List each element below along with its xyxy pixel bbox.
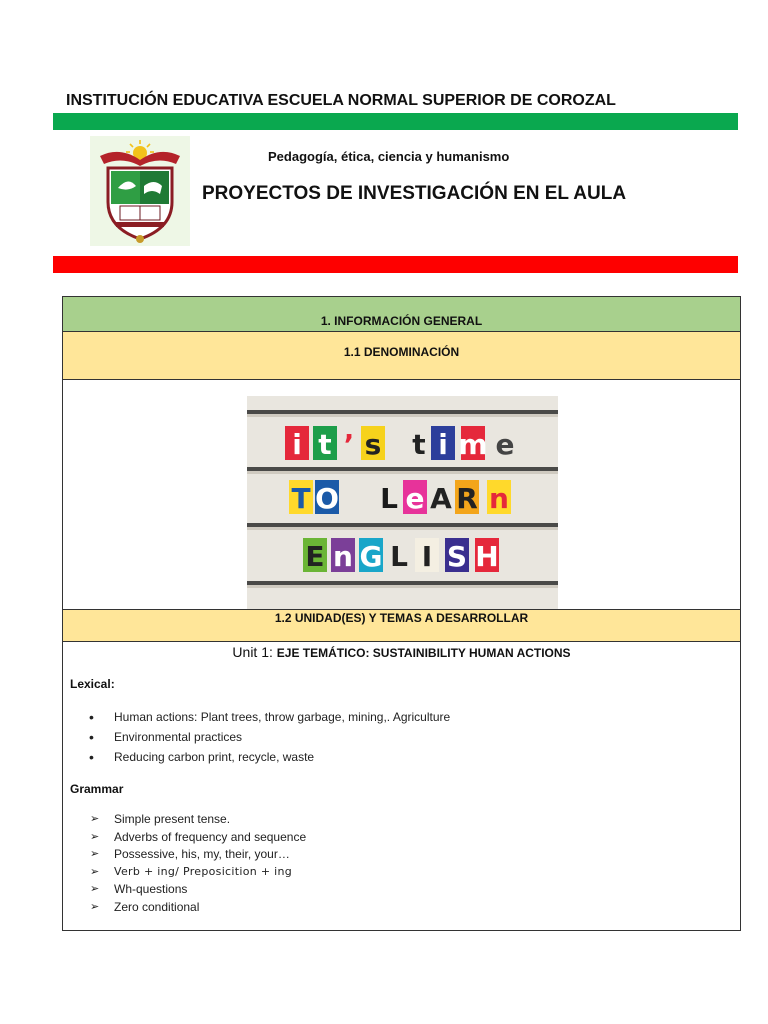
letter-tile <box>315 480 339 515</box>
svg-text:O: O <box>315 482 339 515</box>
unit-topic: EJE TEMÁTICO: SUSTAINIBILITY HUMAN ACTIONS <box>276 646 571 660</box>
list-item: ➢ Zero conditional <box>63 899 306 917</box>
letter-tile <box>487 480 511 515</box>
svg-text:G: G <box>359 540 383 573</box>
letter-tile <box>377 480 401 515</box>
letter-tile <box>337 426 361 461</box>
document-title: PROYECTOS DE INVESTIGACIÓN EN EL AULA <box>202 183 627 204</box>
grammar-list <box>63 811 306 916</box>
letter-tile <box>303 538 327 573</box>
letter-tile <box>431 426 455 461</box>
svg-text:m: m <box>458 428 488 461</box>
letter-tile <box>289 480 313 515</box>
section-denomination: 1.1 DENOMINACIÓN <box>63 332 740 380</box>
section-general-info: 1. INFORMACIÓN GENERAL <box>63 297 740 332</box>
letter-tile <box>415 538 439 573</box>
letter-tile <box>285 426 309 461</box>
svg-text:S: S <box>446 540 468 573</box>
svg-text:L: L <box>380 482 398 515</box>
svg-text:i: i <box>292 428 302 461</box>
svg-text:T: T <box>291 482 311 515</box>
grammar-heading: Grammar <box>70 782 124 796</box>
lexical-heading: Lexical: <box>70 677 115 691</box>
svg-text:A: A <box>430 482 452 515</box>
svg-text:e: e <box>495 428 515 461</box>
list-item: ➢ Possessive, his, my, their, your… <box>63 846 306 864</box>
svg-text:E: E <box>305 540 325 573</box>
svg-text:t: t <box>318 428 332 461</box>
letter-tile <box>387 538 411 573</box>
unit-title <box>63 644 740 660</box>
its-time-to-learn-english-image <box>247 396 558 609</box>
section-units-topics: 1.2 UNIDAD(ES) Y TEMAS A DESARROLLAR <box>63 609 740 642</box>
letter-tile <box>313 426 337 461</box>
svg-text:e: e <box>405 482 425 515</box>
list-item: ➢ Verb + ing/ Preposicition + ing <box>63 864 306 882</box>
svg-text:’: ’ <box>343 428 355 461</box>
letter-tile <box>429 480 453 515</box>
svg-text:n: n <box>333 540 353 573</box>
list-item: • Reducing carbon print, recycle, waste <box>63 749 450 769</box>
school-crest-logo <box>90 136 190 246</box>
school-motto: Pedagogía, ética, ciencia y humanismo <box>268 149 510 164</box>
svg-text:I: I <box>421 540 433 573</box>
list-item: ➢ Simple present tense. <box>63 811 306 829</box>
institution-title: INSTITUCIÓN EDUCATIVA ESCUELA NORMAL SUPERIOR DE COROZAL <box>66 92 616 109</box>
letter-tile <box>331 538 355 573</box>
letter-tile <box>361 426 385 461</box>
project-form-table <box>62 296 741 931</box>
red-divider <box>53 256 738 273</box>
svg-text:H: H <box>475 540 499 573</box>
svg-text:t: t <box>412 428 426 461</box>
svg-text:L: L <box>390 540 408 573</box>
svg-text:n: n <box>489 482 509 515</box>
letter-tile <box>403 480 427 515</box>
green-divider <box>53 113 738 130</box>
letter-tile <box>407 426 431 461</box>
letter-tile <box>455 480 479 515</box>
svg-text:R: R <box>456 482 478 515</box>
lexical-list <box>63 709 450 769</box>
letter-tile <box>493 426 517 461</box>
list-item: ➢ Adverbs of frequency and sequence <box>63 829 306 847</box>
list-item: • Human actions: Plant trees, throw garbage, mining,. Agriculture <box>63 709 450 729</box>
svg-text:i: i <box>438 428 448 461</box>
svg-text:s: s <box>364 428 382 461</box>
letter-tile <box>445 538 469 573</box>
unit-label: Unit 1: <box>232 644 277 660</box>
list-item: ➢ Wh-questions <box>63 881 306 899</box>
letter-tile <box>475 538 499 573</box>
letter-tile <box>359 538 383 573</box>
list-item: • Environmental practices <box>63 729 450 749</box>
letter-tile <box>458 426 487 461</box>
